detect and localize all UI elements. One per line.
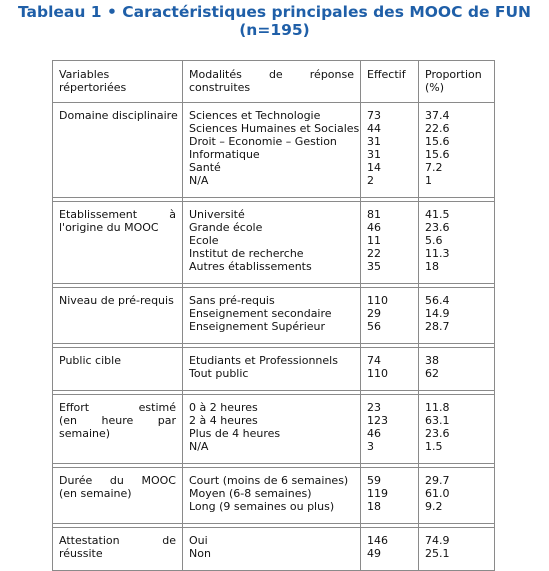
- variable-cell: [53, 288, 183, 344]
- proportion-cell: [419, 395, 495, 464]
- modalites-cell-line: Université: [189, 208, 245, 221]
- table-row: [53, 103, 495, 198]
- proportion-cell-line: 1.5: [425, 440, 443, 453]
- effectif-cell-line: 81: [367, 208, 381, 221]
- modalites-cell-line: Tout public: [189, 367, 249, 380]
- modalites-cell-line: Ecole: [189, 234, 219, 247]
- modalites-cell: [183, 528, 361, 571]
- modalites-cell-line: Oui: [189, 534, 208, 547]
- variable-cell-line: (en semaine): [59, 487, 132, 500]
- proportion-cell-line: 11.3: [425, 247, 450, 260]
- modalites-cell-line: Santé: [189, 161, 221, 174]
- effectif-cell: [361, 103, 419, 198]
- proportion-cell-line: 63.1: [425, 414, 450, 427]
- variable-cell-line: Effort estimé: [59, 401, 176, 414]
- effectif-cell: [361, 348, 419, 391]
- effectif-cell: [361, 528, 419, 571]
- variable-cell: [53, 202, 183, 284]
- proportion-cell-line: 15.6: [425, 148, 450, 161]
- variable-cell-line: Etablissement à: [59, 208, 176, 221]
- table-row: [53, 288, 495, 344]
- effectif-cell: [361, 288, 419, 344]
- modalites-cell: [183, 348, 361, 391]
- proportion-cell-line: 62: [425, 367, 439, 380]
- table-title-line-2: (n=195): [239, 21, 310, 39]
- effectif-cell-line: 3: [367, 440, 374, 453]
- effectif-cell-line: 22: [367, 247, 381, 260]
- proportion-cell-line: 38: [425, 354, 439, 367]
- effectif-cell-line: 74: [367, 354, 381, 367]
- table-title-line-1: Tableau 1 • Caractéristiques principales des MOOC de FUN: [17, 3, 532, 21]
- proportion-cell-line: 11.8: [425, 401, 450, 414]
- variable-cell: [53, 395, 183, 464]
- proportion-cell-line: 15.6: [425, 135, 450, 148]
- effectif-cell-line: 119: [367, 487, 388, 500]
- modalites-cell-line: Etudiants et Professionnels: [189, 354, 338, 367]
- header-effectif: Effectif: [361, 61, 419, 103]
- effectif-cell-line: 18: [367, 500, 381, 513]
- modalites-cell-line: Sans pré-requis: [189, 294, 275, 307]
- variable-cell-line: Niveau de pré-requis: [59, 294, 174, 307]
- variable-cell-line: Attestation de: [59, 534, 176, 547]
- effectif-cell: [361, 395, 419, 464]
- variable-cell: [53, 528, 183, 571]
- effectif-cell-line: 46: [367, 427, 381, 440]
- table-row: [53, 395, 495, 464]
- effectif-cell-line: 110: [367, 367, 388, 380]
- proportion-cell-line: 74.9: [425, 534, 450, 547]
- proportion-cell-line: 14.9: [425, 307, 450, 320]
- effectif-cell: [361, 202, 419, 284]
- modalites-cell-line: Enseignement secondaire: [189, 307, 332, 320]
- variable-cell-line: Durée du MOOC: [59, 474, 176, 487]
- modalites-cell-line: Grande école: [189, 221, 263, 234]
- proportion-cell-line: 25.1: [425, 547, 450, 560]
- modalites-cell-line: Sciences Humaines et Sociales: [189, 122, 360, 135]
- modalites-cell-line: Enseignement Supérieur: [189, 320, 326, 333]
- effectif-cell-line: 2: [367, 174, 374, 187]
- modalites-cell-line: Informatique: [189, 148, 260, 161]
- proportion-cell-line: 18: [425, 260, 439, 273]
- proportion-cell-line: 41.5: [425, 208, 450, 221]
- effectif-cell-line: 29: [367, 307, 381, 320]
- effectif-cell-line: 56: [367, 320, 381, 333]
- header-proportion: Proportion (%): [419, 61, 495, 103]
- header-variables: Variables répertoriées: [53, 61, 183, 103]
- proportion-cell-line: 29.7: [425, 474, 450, 487]
- header-modalites: Modalités de réponse construites: [183, 61, 361, 103]
- effectif-cell-line: 123: [367, 414, 388, 427]
- proportion-cell-line: 28.7: [425, 320, 450, 333]
- variable-cell: [53, 468, 183, 524]
- proportion-cell: [419, 288, 495, 344]
- variable-cell: [53, 103, 183, 198]
- effectif-cell-line: 46: [367, 221, 381, 234]
- proportion-cell: [419, 468, 495, 524]
- effectif-cell-line: 146: [367, 534, 388, 547]
- header-row: [53, 61, 495, 103]
- modalites-cell-line: Institut de recherche: [189, 247, 304, 260]
- modalites-cell-line: Non: [189, 547, 211, 560]
- effectif-cell-line: 35: [367, 260, 381, 273]
- table-title: [0, 3, 549, 39]
- effectif-cell-line: 59: [367, 474, 381, 487]
- modalites-cell-line: Autres établissements: [189, 260, 312, 273]
- effectif-cell-line: 11: [367, 234, 381, 247]
- modalites-cell-line: 2 à 4 heures: [189, 414, 258, 427]
- effectif-cell-line: 44: [367, 122, 381, 135]
- modalites-cell-line: N/A: [189, 440, 209, 453]
- proportion-cell-line: 9.2: [425, 500, 443, 513]
- modalites-cell-line: Long (9 semaines ou plus): [189, 500, 335, 513]
- modalites-cell: [183, 288, 361, 344]
- variable-cell-line: l'origine du MOOC: [59, 221, 159, 234]
- variable-cell: [53, 348, 183, 391]
- modalites-cell: [183, 468, 361, 524]
- variable-cell-line: (en heure par: [59, 414, 176, 427]
- proportion-cell: [419, 348, 495, 391]
- table-row: [53, 202, 495, 284]
- modalites-cell-line: Droit – Economie – Gestion: [189, 135, 337, 148]
- proportion-cell-line: 23.6: [425, 427, 450, 440]
- variable-cell-line: semaine): [59, 427, 111, 440]
- effectif-cell-line: 14: [367, 161, 381, 174]
- proportion-cell-line: 7.2: [425, 161, 443, 174]
- variable-cell-line: réussite: [59, 547, 103, 560]
- variable-cell-line: Domaine disciplinaire: [59, 109, 178, 122]
- proportion-cell-line: 23.6: [425, 221, 450, 234]
- effectif-cell-line: 49: [367, 547, 381, 560]
- modalites-cell: [183, 103, 361, 198]
- modalites-cell: [183, 202, 361, 284]
- table-row: [53, 468, 495, 524]
- proportion-cell-line: 37.4: [425, 109, 450, 122]
- effectif-cell-line: 23: [367, 401, 381, 414]
- proportion-cell-line: 22.6: [425, 122, 450, 135]
- modalites-cell-line: Sciences et Technologie: [189, 109, 321, 122]
- effectif-cell-line: 73: [367, 109, 381, 122]
- effectif-cell-line: 110: [367, 294, 388, 307]
- table-row: [53, 528, 495, 571]
- proportion-cell: [419, 528, 495, 571]
- effectif-cell-line: 31: [367, 135, 381, 148]
- proportion-cell: [419, 202, 495, 284]
- proportion-cell-line: 61.0: [425, 487, 450, 500]
- modalites-cell-line: Court (moins de 6 semaines): [189, 474, 349, 487]
- proportion-cell: [419, 103, 495, 198]
- proportion-cell-line: 1: [425, 174, 432, 187]
- table-row: [53, 348, 495, 391]
- effectif-cell: [361, 468, 419, 524]
- effectif-cell-line: 31: [367, 148, 381, 161]
- proportion-cell-line: 5.6: [425, 234, 443, 247]
- modalites-cell-line: N/A: [189, 174, 209, 187]
- proportion-cell-line: 56.4: [425, 294, 450, 307]
- modalites-cell-line: Plus de 4 heures: [189, 427, 281, 440]
- modalites-cell-line: Moyen (6-8 semaines): [189, 487, 312, 500]
- variable-cell-line: Public cible: [59, 354, 121, 367]
- mooc-characteristics-table: [52, 60, 495, 571]
- modalites-cell: [183, 395, 361, 464]
- modalites-cell-line: 0 à 2 heures: [189, 401, 258, 414]
